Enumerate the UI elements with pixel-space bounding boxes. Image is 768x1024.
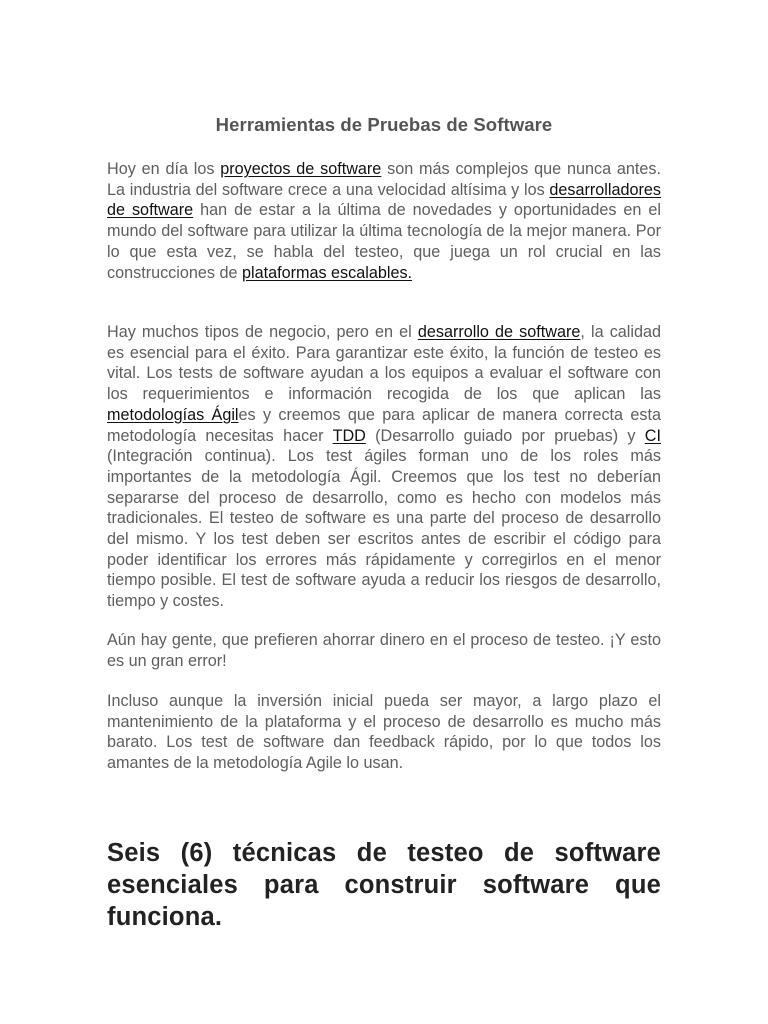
link-desarrolladores-de-software[interactable]: desarrolladores de software xyxy=(107,180,661,220)
text-run: (Desarrollo guiado por pruebas) y xyxy=(365,426,645,445)
text-run: Hay muchos tipos de negocio, pero en el xyxy=(107,323,418,341)
link-metodologias-agil[interactable]: metodologías Ágil xyxy=(107,405,239,424)
link-desarrollo-de-software[interactable]: desarrollo de software xyxy=(417,323,581,341)
link-tdd[interactable]: TDD xyxy=(332,426,366,445)
link-plataformas-escalables[interactable]: plataformas escalables. xyxy=(241,263,413,282)
text-run: (Integración continua). Los test ágiles forman uno de los roles más importantes de la metodología Ágil. Creemos que los test no deberían separarse del proceso de desarrollo, como es hecho con modelos más tradicionales. El testeo de software es una parte del proceso de desarrollo del mismo. Y los test deben ser escritos antes de escribir el código para poder identificar los errores más rápidamente y corregirlos en el menor tiempo posible. El test de software ayuda a reducir los riesgos de desarrollo, tiempo y costes. xyxy=(107,447,661,611)
text-run: han de estar a la última de novedades y oportunidades en el mundo del software para utilizar la última tecnología de la mejor manera. Por lo que esta vez, se habla del testeo, que juega un rol crucial en las construcciones de xyxy=(107,201,662,282)
document-title: Herramientas de Pruebas de Software xyxy=(215,114,553,135)
paragraph-intro xyxy=(107,159,661,283)
text-run: son más complejos que nunca antes. La industria del software crece a una velocidad altísima y los xyxy=(107,160,661,199)
text-run: Hoy en día los xyxy=(107,160,221,178)
paragraph-business xyxy=(107,322,661,612)
link-proyectos-de-software[interactable]: proyectos de software xyxy=(220,160,382,178)
paragraph-error: Aún hay gente, que prefieren ahorrar dinero en el proceso de testeo. ¡Y esto es un gran error! xyxy=(107,631,661,670)
link-ci[interactable]: CI xyxy=(644,426,661,445)
text-run: , la calidad es esencial para el éxito. Para garantizar este éxito, la función de testeo es vital. Los tests de software ayudan a los equipos a evaluar el software con los requerimientos e información recogida de los que aplican las xyxy=(107,323,661,404)
paragraph-investment: Incluso aunque la inversión inicial pueda ser mayor, a largo plazo el mantenimiento de la plataforma y el proceso de desarrollo es mucho más barato. Los test de software dan feedback rápido, por lo que todos los amantes de la metodología Agile lo usan. xyxy=(107,692,661,773)
section-heading: Seis (6) técnicas de testeo de software esenciales para construir software que funciona. xyxy=(107,839,661,931)
text-run: es y creemos que para aplicar de manera correcta esta metodología necesitas hacer xyxy=(107,405,661,445)
